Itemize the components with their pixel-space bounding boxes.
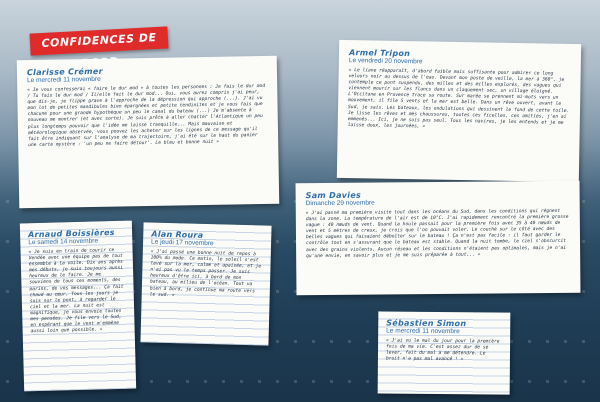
note-author: Arnaud Boissières [28,228,115,240]
note-armel-tripon [337,40,581,182]
note-arnaud-boissieres [20,221,136,392]
note-date: Le mercredi 11 novembre [27,75,101,85]
note-date: Le jeudi 17 novembre [150,238,214,248]
note-body: « Je suis en train de courir ce Vendée avec une équipe pas de tout ensemble à la voile. Dix ans après mes débuts, je suis toujours aussi heureux de le faire. Je me souviens de tous ces moments, des marins, de vos messages... Ça fait chaud au cœur. Tous les jours je suis sur le pont, à regarder le ciel et la mer. La nuit est magnifique, je vous envoie toutes mes pensées. Je file vers le Sud, en espérant que le vent m'emmène aussi loin que possible. » [28,248,124,335]
note-body: « J'ai passé une bonne nuit de repos à 100% du mode. Ce matin, le soleil s'est levé sur la mer, calme et apaisée, et je n'ai pas vu le temps passer. Je suis heureux d'être ici, à bord de mon bateau, au milieu de l'océan. Tout va bien à bord, je continue ma route vers le sud. » [149,249,262,298]
note-sam-davies [296,181,581,295]
note-date: Dimanche 29 novembre [305,199,375,208]
note-sebastien-simon [378,311,511,394]
note-clarisse-cremer [17,56,280,209]
note-author: Armel Tripon [348,48,411,59]
note-body: « J'ai vu le mal du jour pour la première fois de ma vie. C'est assez dur de se lever, fait du mal à me détendre. Le bruit n'a pas mal avancé ! » [385,338,500,363]
note-body: « Le liane réapparaît, d'abord faible mais suffisante pour admirer ce long velours noir au dessus de l'eau. Devant mon poste de veille, la mer à 360°, je contemple ce pont suspendu, des milles et des milles explorés, des vagues qui viennent mourir sur les flancs dans un claquement sec, un village éloigné. L'Occitane en Provence trace sa route. Sur marée se prennent mi-mots vers un mouvement, il file 5 vents et la mer est belle. Dans un rêve ouvert, avant le Sud, je sais. Les bateaux, les ondulations qui dessinent le fond de cette toile. Je lisse les rêves et mes chaussures, toutes ces ficelles, ces amitiés, j'en ai emmenés... Ici, je ne suis pas seul. Tous les navires, je les entends et je me laisse doux, les journées, » [347,68,570,130]
note-author: Alan Roura [151,229,204,240]
note-date: Le mercredi 11 novembre [386,327,460,336]
note-author: Clarisse Crémer [26,66,103,78]
note-alan-roura [140,222,271,345]
note-author: Sébastien Simon [386,318,467,329]
note-author: Sam Davies [305,190,362,201]
banner-title: CONFIDENCES DE [41,30,157,51]
note-date: Le vendredi 20 novembre [348,57,423,66]
note-date: Le samedi 14 novembre [28,237,99,247]
section-banner [30,26,169,55]
note-body: « J'ai passé ma première visite tout dans les océans du Sud, dans les conditions qui régnent dans la zone. La température de l'air est de 10°C. J'ai rapidement rencontré la première grosse vague : 40 nœuds de vent. Quand la houle passait pour la première fois avec 35 à 40 nœuds de vent et 5 mètres de creux, je crois que l'on pouvait voler. Le couché sur le côté avec des belles vagues qui faisaient déboîter sur le bateau ! Ça n'est pas facile : il faut garder le contrôle tout en s'assurant que le bateau est stable. Quand la nuit tombe, le ciel s'obscurcit avec des grains violents. Aucun réseau et les conditions n'étaient pas optimales, mais je n'ai qu'une envie, en savoir plus et je me suis préparée à tout... » [305,208,569,259]
note-body: « Je vous confesserai « faire le dur mod » à toutes les personnes : Je fais le dur mod / Tu fais le dur mod / Il/elle fait le dur mod... Oui, vous aurez compris j'ai peur, que dis-je, je flippe grave à l'approche de la dépression qui approche (...). J'ai vu mon lot de petites mandibules bien épargnées et petite tendinites et je vous fais que chacune pour une grande hypothèque un peu le canal du bateau (...) Je m'absente à nouveau me montrer (et avec sorte). Je suis prête à aller chatter l'Atlantique un peu plus longtemps pouvoir que l'idée me laisse tranquille... Mais mauvaise et météorologique observée, vous pouvez les acheter sur les lignes de ce message qu'il fait être indiquant sur l'analyse de ma trajectoire, j'ai été sur le haut du panier une carte mystère : 'un peu ne faire détour'. Le bleu et bonne nuit » [27,83,266,148]
